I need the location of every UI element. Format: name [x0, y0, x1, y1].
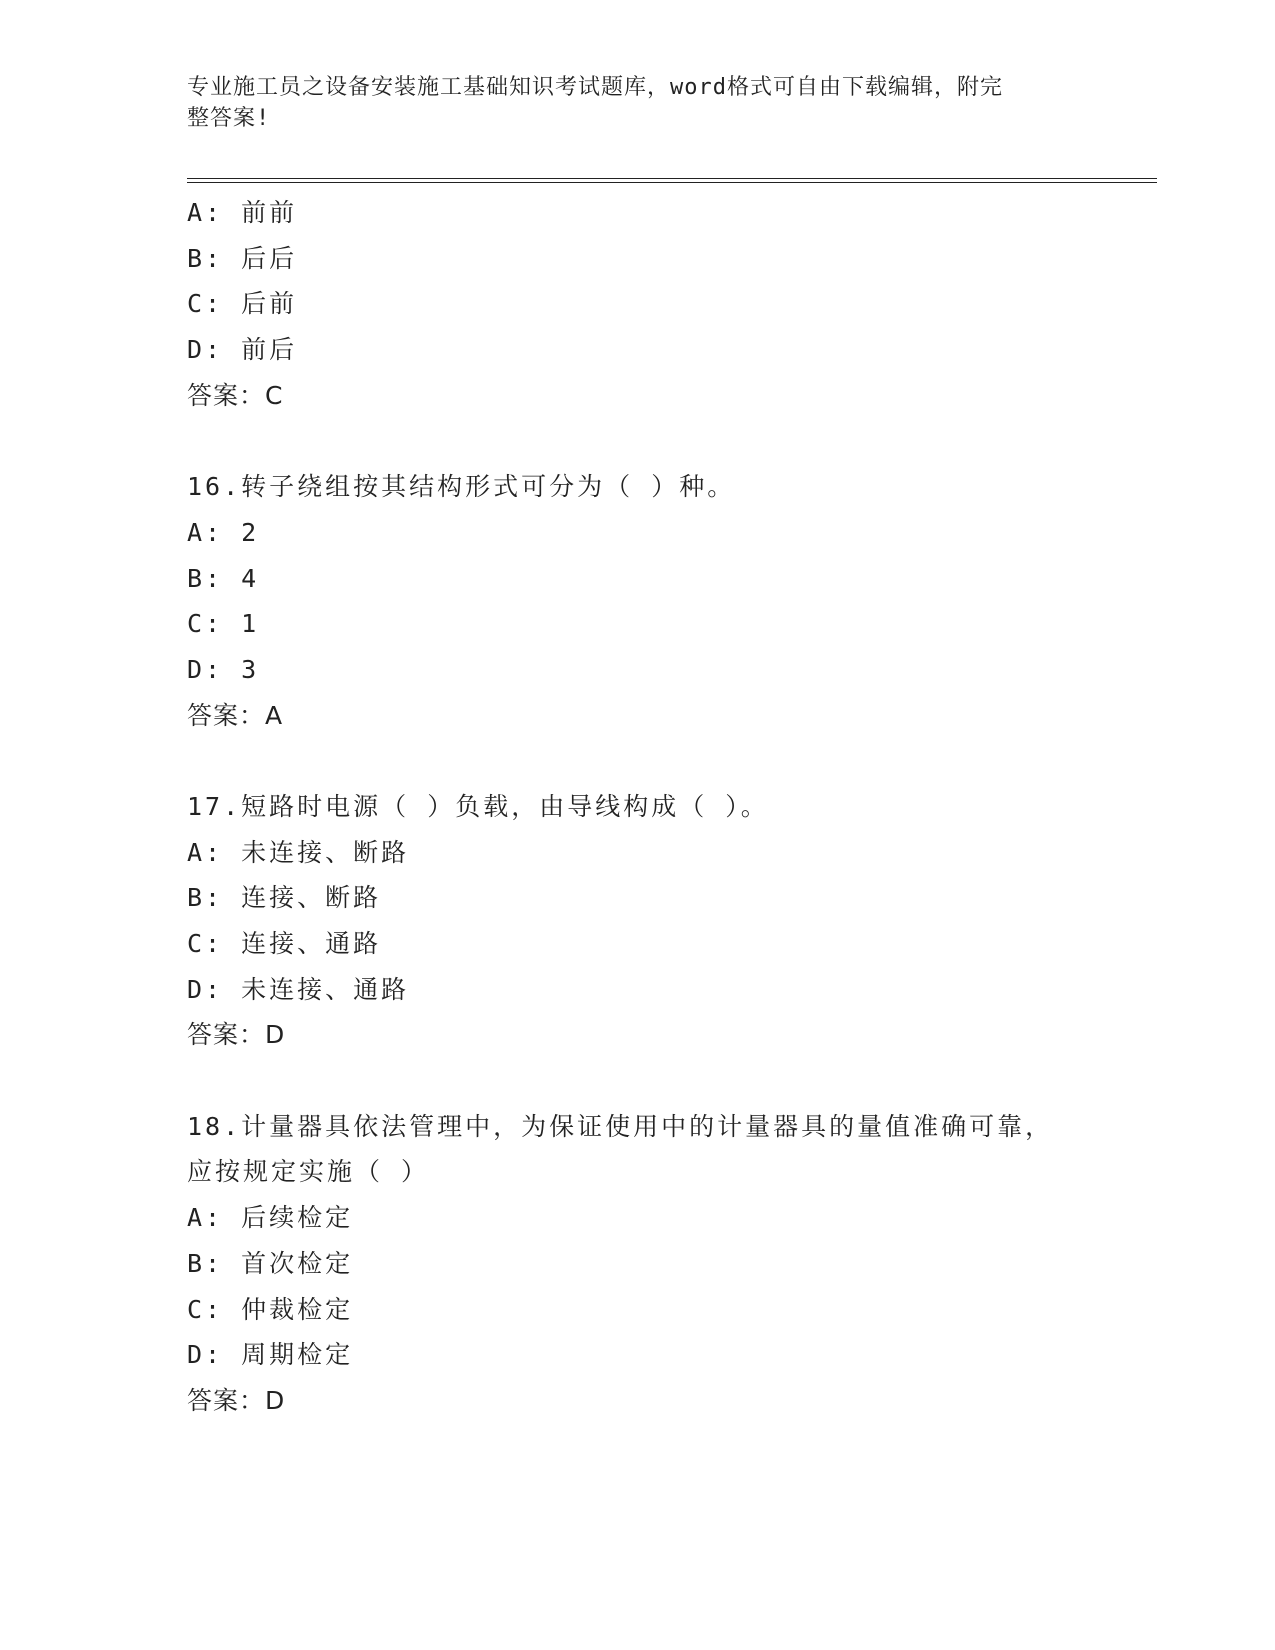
header-divider: [187, 178, 1157, 183]
option-b: B: 连接、断路: [187, 883, 382, 913]
question-17: [187, 784, 1157, 1058]
header-line-1: 专业施工员之设备安装施工基础知识考试题库，word格式可自由下载编辑，附完: [187, 75, 1003, 100]
answer-line: 答案：D: [187, 1020, 286, 1050]
option-a: A: 后续检定: [187, 1203, 354, 1233]
option-d: D: 3: [187, 654, 260, 684]
question-stem: 17.短路时电源（ ）负载，由导线构成（ ）。: [187, 791, 769, 821]
question-15-continued: [187, 190, 1157, 418]
option-c: C: 后前: [187, 289, 298, 319]
document-header: [187, 72, 1077, 134]
option-a: A: 2: [187, 517, 260, 547]
option-c: C: 1: [187, 609, 260, 639]
option-a: A: 未连接、断路: [187, 837, 410, 867]
question-16: [187, 464, 1157, 738]
question-list: [187, 190, 1157, 1424]
option-b: B: 首次检定: [187, 1248, 354, 1278]
header-line-2: 整答案!: [187, 106, 271, 131]
option-d: D: 未连接、通路: [187, 974, 410, 1004]
option-b: B: 后后: [187, 243, 298, 273]
answer-line: 答案：D: [187, 1385, 286, 1415]
answer-line: 答案：C: [187, 380, 284, 410]
document-page: [187, 0, 1157, 1650]
question-stem: 16.转子绕组按其结构形式可分为（ ）种。: [187, 472, 736, 502]
answer-line: 答案：A: [187, 700, 284, 730]
option-b: B: 4: [187, 563, 260, 593]
question-18: [187, 1104, 1157, 1424]
question-stem: 18.计量器具依法管理中，为保证使用中的计量器具的量值准确可靠，: [187, 1111, 1054, 1141]
option-d: D: 前后: [187, 335, 298, 365]
option-c: C: 连接、通路: [187, 929, 382, 958]
option-d: D: 周期检定: [187, 1340, 354, 1370]
question-stem-continued: 应按规定实施（ ）: [187, 1157, 430, 1187]
option-c: C: 仲裁检定: [187, 1294, 354, 1324]
option-a: A: 前前: [187, 198, 298, 227]
